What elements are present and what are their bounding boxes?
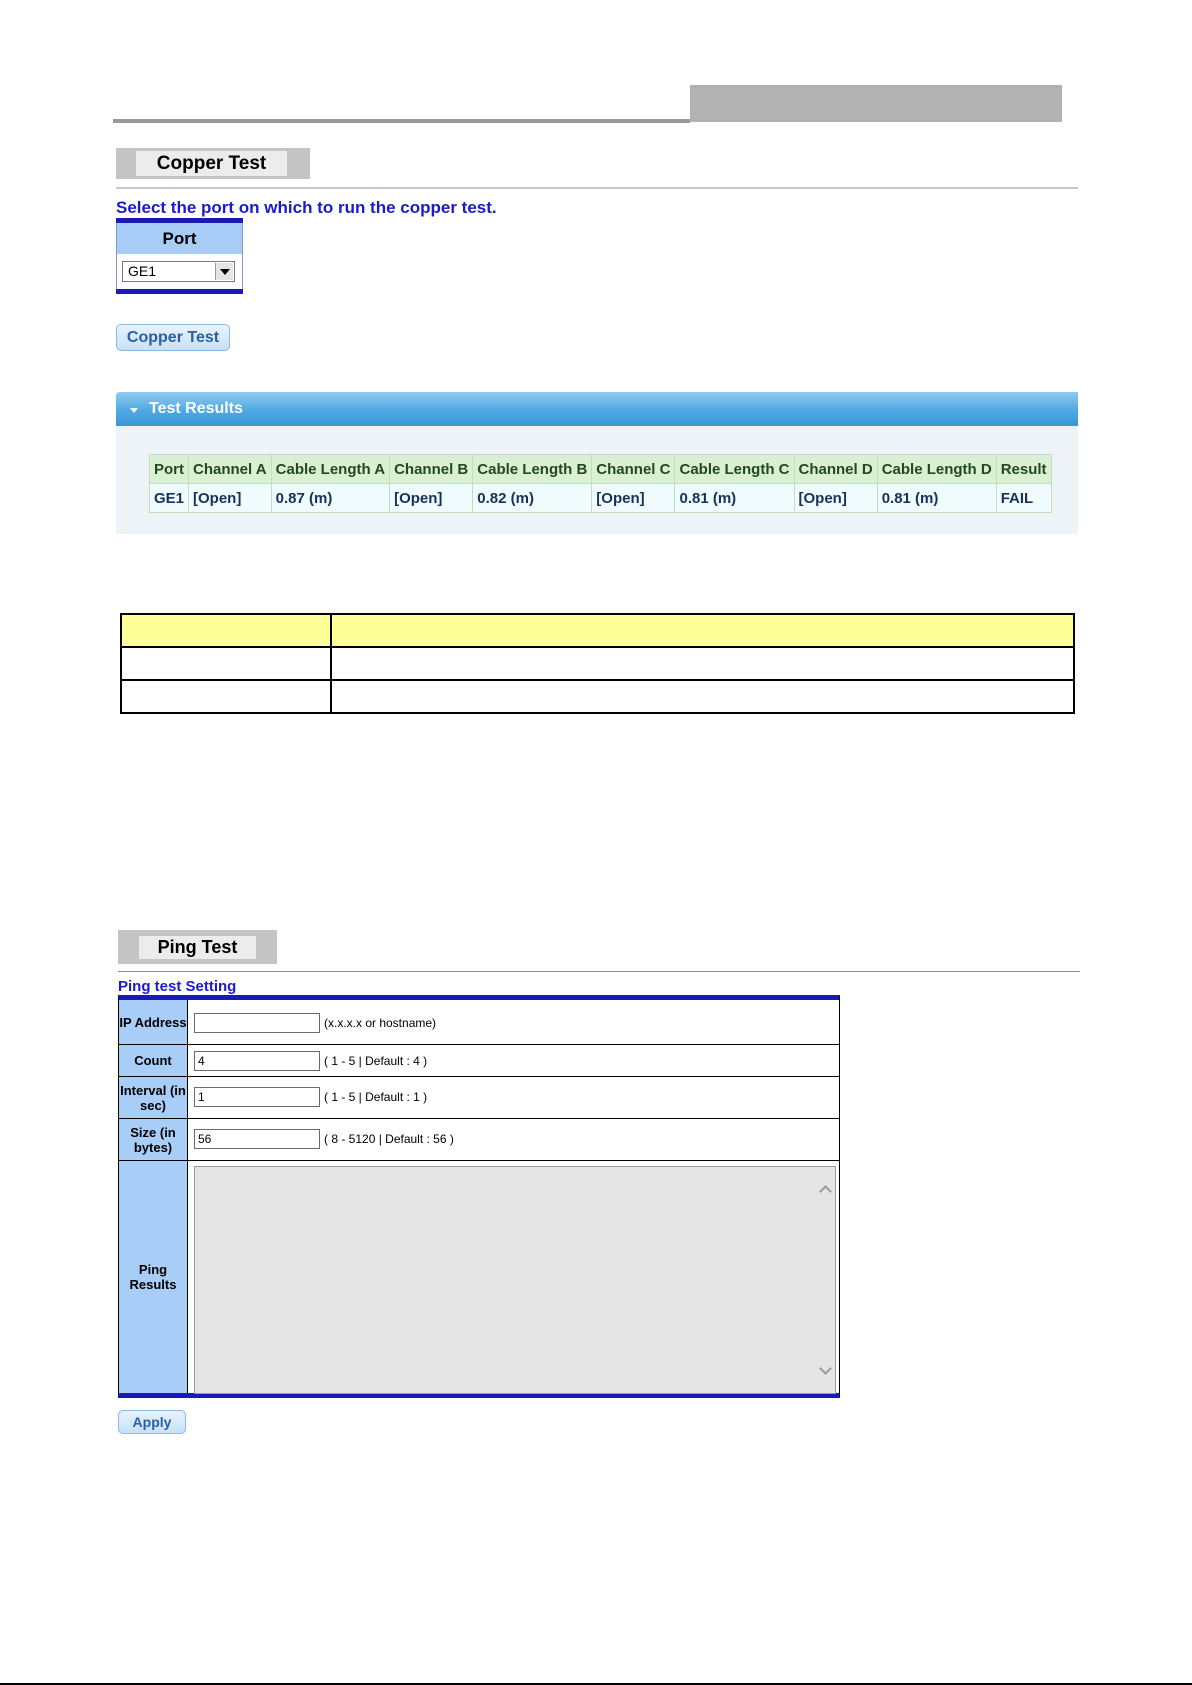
ping-test-title: Ping Test	[139, 936, 256, 959]
description-cell	[331, 647, 1074, 680]
test-results-header[interactable]	[116, 392, 1078, 426]
test-results-title: Test Results	[149, 400, 243, 417]
table-cell: 0.87 (m)	[271, 484, 389, 513]
header-box	[690, 85, 1062, 122]
interval-input[interactable]: 1	[194, 1087, 320, 1107]
table-cell: [Open]	[189, 484, 272, 513]
description-header-row	[121, 614, 1074, 647]
description-row	[121, 647, 1074, 680]
table-header-cell: Result	[996, 455, 1051, 484]
scroll-up-icon[interactable]	[819, 1185, 832, 1198]
ping-results-row	[119, 1161, 839, 1393]
ping-setting-title: Ping test Setting	[118, 978, 237, 995]
copper-test-section-tab	[116, 148, 310, 179]
apply-button[interactable]: Apply	[118, 1410, 186, 1434]
table-header-cell: Channel A	[189, 455, 272, 484]
header-rule	[113, 119, 690, 123]
description-row	[121, 680, 1074, 713]
table-cell: [Open]	[794, 484, 877, 513]
count-label: Count	[119, 1045, 188, 1076]
scroll-down-icon[interactable]	[819, 1362, 832, 1375]
section-divider	[116, 187, 1078, 189]
description-header-cell	[331, 614, 1074, 647]
table-cell: FAIL	[996, 484, 1051, 513]
size-label: Size (in bytes)	[119, 1119, 188, 1160]
ping-results-textarea[interactable]	[194, 1166, 836, 1394]
table-cell: [Open]	[390, 484, 473, 513]
size-input[interactable]: 56	[194, 1129, 320, 1149]
table-header-cell: Cable Length B	[473, 455, 592, 484]
description-header-cell	[121, 614, 331, 647]
description-cell	[121, 680, 331, 713]
table-header-cell: Cable Length D	[877, 455, 996, 484]
copper-instruction: Select the port on which to run the copper test.	[116, 198, 497, 217]
port-select-box	[116, 218, 243, 294]
table-header-cell: Channel C	[592, 455, 675, 484]
table-header-cell: Cable Length C	[675, 455, 794, 484]
collapse-triangle-icon[interactable]	[130, 408, 138, 413]
description-cell	[331, 680, 1074, 713]
port-body	[116, 254, 243, 289]
size-row	[119, 1119, 839, 1161]
ip-address-hint: (x.x.x.x or hostname)	[324, 1016, 437, 1030]
ping-test-section-tab	[118, 930, 277, 964]
table-header-cell: Channel B	[390, 455, 473, 484]
ping-results-label: Ping Results	[119, 1161, 188, 1393]
interval-label: Interval (in sec)	[119, 1077, 188, 1118]
table-header-row	[150, 455, 1052, 484]
table-cell: 0.82 (m)	[473, 484, 592, 513]
section-divider	[118, 971, 1080, 972]
ip-address-input[interactable]	[194, 1013, 320, 1033]
ip-address-label: IP Address	[119, 1000, 188, 1044]
chevron-down-icon[interactable]	[215, 263, 233, 280]
table-cell: [Open]	[592, 484, 675, 513]
count-row	[119, 1045, 839, 1077]
port-select[interactable]	[122, 261, 235, 282]
size-hint: ( 8 - 5120 | Default : 56 )	[324, 1132, 454, 1146]
copper-test-button[interactable]: Copper Test	[116, 324, 230, 351]
description-table	[120, 613, 1075, 714]
table-cell: 0.81 (m)	[675, 484, 794, 513]
ping-settings-form	[118, 995, 840, 1398]
table-header-cell: Channel D	[794, 455, 877, 484]
interval-hint: ( 1 - 5 | Default : 1 )	[324, 1090, 428, 1104]
copper-test-title: Copper Test	[136, 151, 287, 176]
count-input[interactable]: 4	[194, 1051, 320, 1071]
ip-address-row	[119, 1000, 839, 1045]
port-header: Port	[116, 223, 243, 254]
description-cell	[121, 647, 331, 680]
table-cell: 0.81 (m)	[877, 484, 996, 513]
port-select-value: GE1	[128, 263, 157, 279]
table-header-cell: Port	[150, 455, 189, 484]
table-row	[150, 484, 1052, 513]
table-header-cell: Cable Length A	[271, 455, 389, 484]
test-results-table	[149, 454, 1052, 513]
interval-row	[119, 1077, 839, 1119]
count-hint: ( 1 - 5 | Default : 4 )	[324, 1054, 428, 1068]
table-cell: GE1	[150, 484, 189, 513]
